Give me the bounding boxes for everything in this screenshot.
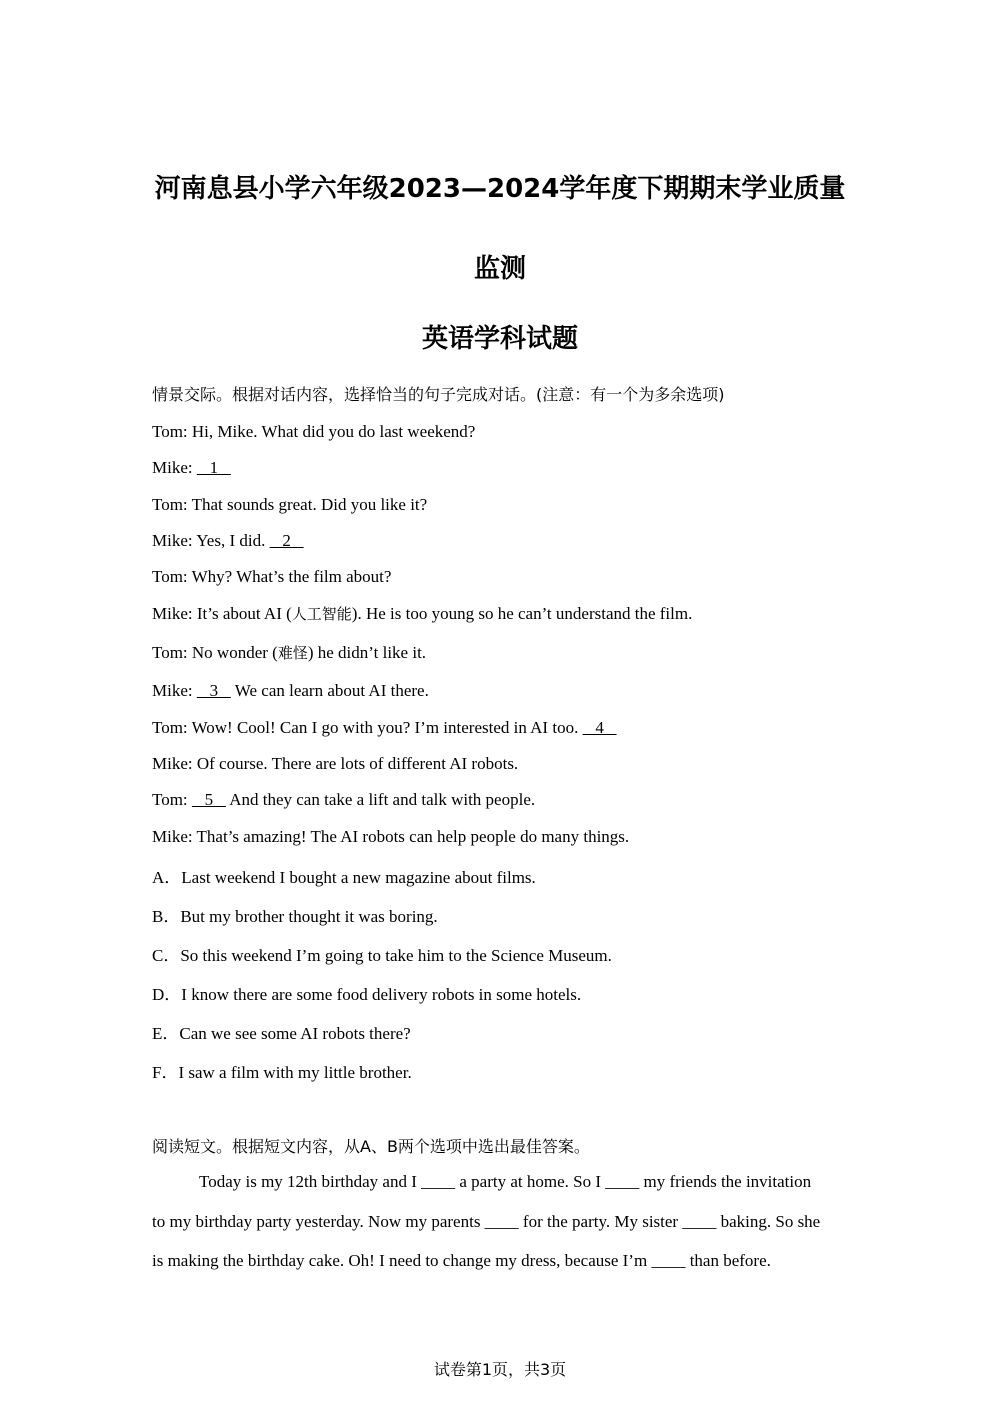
section2-instruction: 阅读短文。根据短文内容，从A、B两个选项中选出最佳答案。 bbox=[152, 1137, 590, 1156]
dialogue-line bbox=[152, 827, 629, 847]
dialogue-text: Tom: No wonder ( bbox=[152, 643, 278, 662]
answer-blank-5[interactable]: 5 bbox=[191, 790, 226, 809]
passage-line-1: Today is my 12th birthday and I ____ a party at home. So I ____ my friends the invitation bbox=[199, 1172, 812, 1191]
dialogue-line bbox=[152, 458, 231, 478]
dialogue-line bbox=[152, 681, 429, 701]
dialogue-text: We can learn about AI there. bbox=[230, 681, 429, 700]
dialogue-text: And they can take a lift and talk with people. bbox=[225, 790, 536, 809]
dialogue-text: ) he didn’t like it. bbox=[307, 643, 427, 662]
page-number-info: 试卷第1页，共3页 bbox=[433, 1360, 567, 1379]
passage-line-2: to my birthday party yesterday. Now my parents ____ for the party. My sister ____ baking. So she bbox=[152, 1212, 821, 1231]
dialogue-line bbox=[152, 422, 475, 442]
chinese-gloss: 人工智能 bbox=[291, 605, 352, 623]
option-a: A．Last weekend I bought a new magazine about films. bbox=[152, 868, 536, 887]
dialogue-text: Tom: Why? What’s the film about? bbox=[152, 567, 392, 586]
dialogue-line bbox=[152, 531, 304, 551]
dialogue-line bbox=[152, 603, 692, 624]
answer-blank-1[interactable]: 1 bbox=[196, 458, 231, 477]
exam-subject-title: 英语学科试题 bbox=[421, 324, 578, 354]
dialogue-text: Mike: Yes, I did. bbox=[152, 531, 270, 550]
exam-title-line1: 河南息县小学六年级2023—2024学年度下期期末学业质量 bbox=[154, 174, 846, 204]
answer-blank-3[interactable]: 3 bbox=[196, 681, 231, 700]
dialogue-text: ). He is too young so he can’t understand the film. bbox=[351, 604, 693, 623]
option-f: F．I saw a film with my little brother. bbox=[152, 1063, 412, 1082]
option-d: D．I know there are some food delivery robots in some hotels. bbox=[152, 985, 582, 1004]
answer-blank-4[interactable]: 4 bbox=[582, 718, 617, 737]
dialogue-text: Tom: bbox=[152, 790, 192, 809]
answer-blank-2[interactable]: 2 bbox=[269, 531, 304, 550]
dialogue-line bbox=[152, 642, 426, 663]
passage-line-3: is making the birthday cake. Oh! I need to change my dress, because I’m ____ than before. bbox=[152, 1251, 771, 1270]
option-b: B．But my brother thought it was boring. bbox=[152, 907, 438, 926]
dialogue-text: Mike: That’s amazing! The AI robots can help people do many things. bbox=[152, 827, 630, 846]
dialogue-line bbox=[152, 567, 391, 587]
dialogue-line bbox=[152, 495, 427, 515]
dialogue-text: Mike: bbox=[152, 458, 197, 477]
exam-title-line2: 监测 bbox=[473, 254, 526, 284]
section1-instruction: 情景交际。根据对话内容，选择恰当的句子完成对话。(注意：有一个为多余选项) bbox=[152, 385, 725, 404]
dialogue-line bbox=[152, 790, 535, 810]
dialogue-text: Tom: Wow! Cool! Can I go with you? I’m interested in AI too. bbox=[152, 718, 583, 737]
dialogue-text: Mike: bbox=[152, 681, 197, 700]
dialogue-text: Tom: Hi, Mike. What did you do last weekend? bbox=[152, 422, 476, 441]
option-e: E．Can we see some AI robots there? bbox=[152, 1024, 411, 1043]
page-footer bbox=[0, 1357, 1000, 1380]
dialogue-line bbox=[152, 754, 518, 774]
dialogue-line bbox=[152, 718, 617, 738]
chinese-gloss: 难怪 bbox=[277, 644, 308, 662]
dialogue-text: Mike: It’s about AI ( bbox=[152, 604, 292, 623]
option-c: C．So this weekend I’m going to take him to the Science Museum. bbox=[152, 946, 612, 965]
dialogue-text: Mike: Of course. There are lots of different AI robots. bbox=[152, 754, 519, 773]
dialogue-text: Tom: That sounds great. Did you like it? bbox=[152, 495, 428, 514]
